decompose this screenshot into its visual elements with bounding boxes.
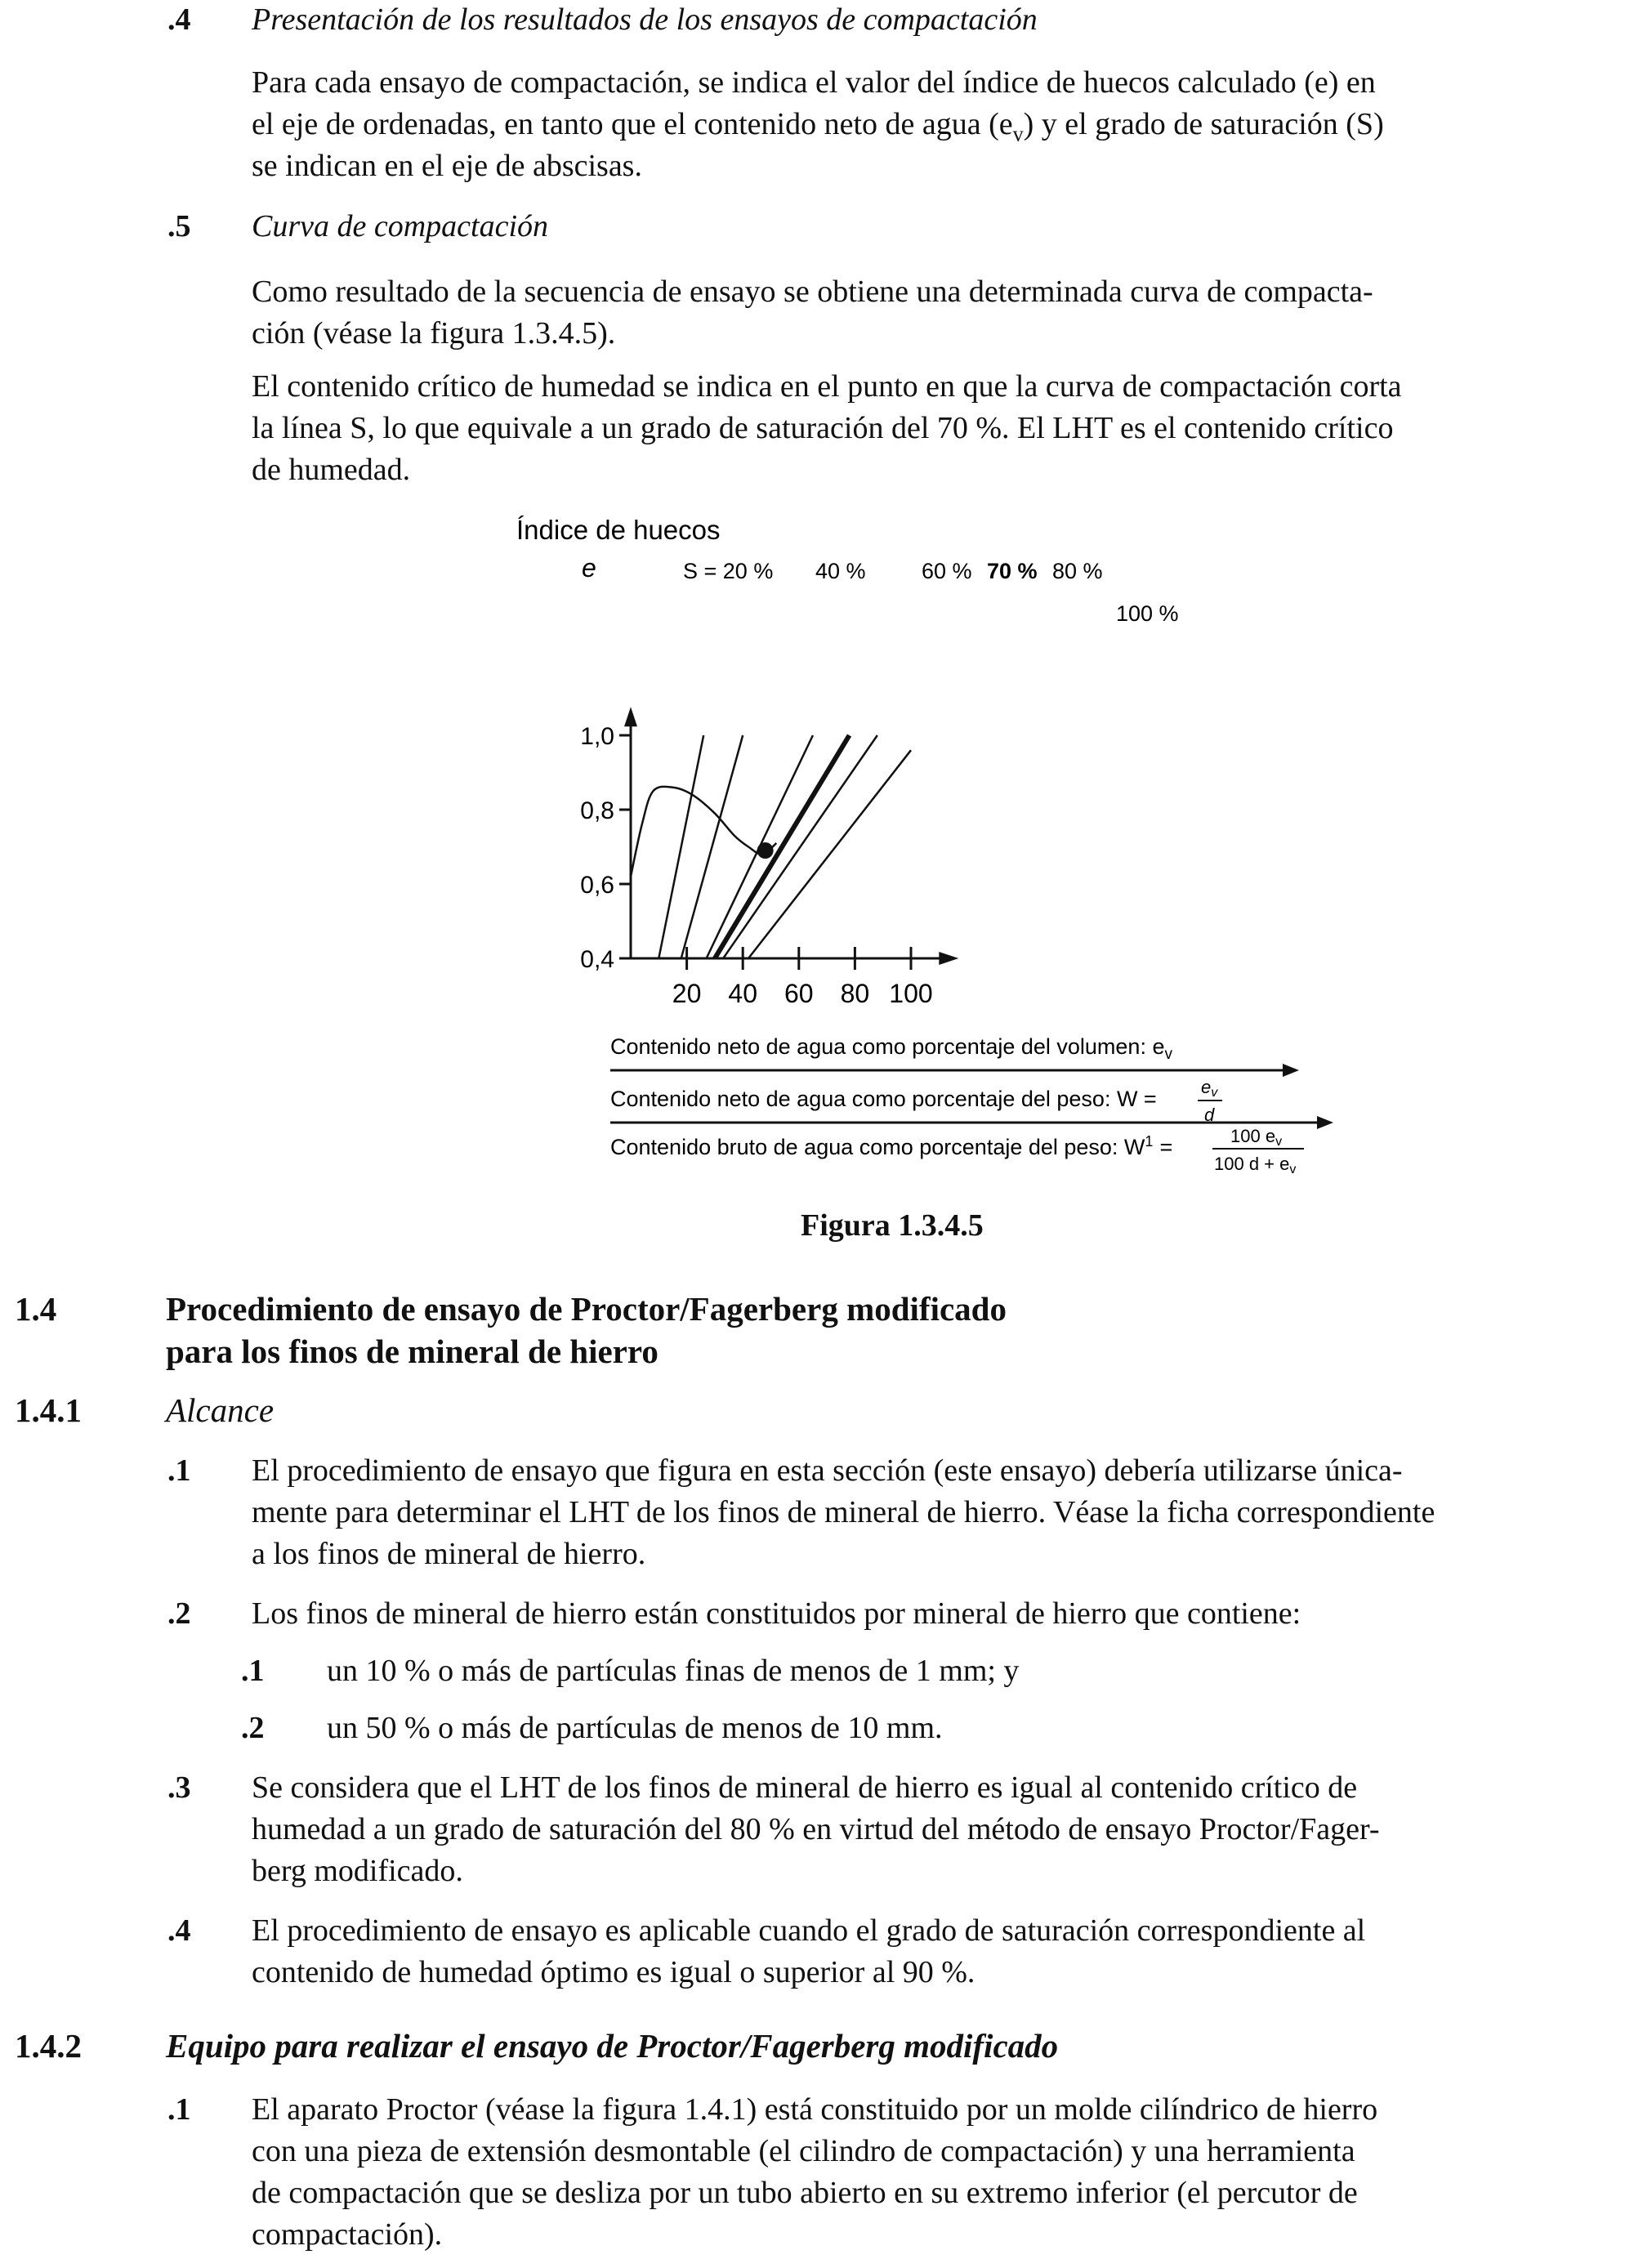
y-tick-label: 0,8 <box>580 797 614 824</box>
section-5-paragraph-1 <box>252 271 1598 355</box>
section-5-title: Curva de compactación <box>252 209 549 243</box>
section-1-4-title-line: para los finos de mineral de hierro <box>166 1333 659 1370</box>
section-5-number: .5 <box>167 209 191 243</box>
section-1-4-2-title: Equipo para realizar el ensayo de Proctor/Fagerberg modificado <box>166 2027 1059 2065</box>
section-5-paragraph-2 <box>252 366 1598 491</box>
section-1-4-1-title: Alcance <box>166 1391 275 1429</box>
text-line: Como resultado de la secuencia de ensayo se obtiene una determinada curva de compacta- <box>252 275 1373 309</box>
saturation-line <box>715 735 850 958</box>
section-4-paragraph <box>252 62 1598 187</box>
s100-label: 100 % <box>1116 601 1179 626</box>
list-item-number: .1 <box>167 2092 191 2127</box>
sub-list-item-number: .1 <box>241 1654 265 1688</box>
x-tick-label: 20 <box>672 979 702 1008</box>
x-tick-label: 100 <box>889 979 933 1008</box>
axis-caption-1: Contenido neto de agua como porcentaje del volumen: $e_v$ <box>610 1034 1172 1063</box>
section-1-4-title-line: Procedimiento de ensayo de Proctor/Fagerberg modificado <box>166 1290 1007 1328</box>
text-line: con una pieza de extensión desmontable (el cilindro de compactación) y una herramienta <box>252 2134 1355 2168</box>
text-line: Para cada ensayo de compactación, se indica el valor del índice de huecos calculado (e) en <box>252 65 1376 100</box>
axis-caption-2-numerator: ev <box>1201 1077 1218 1100</box>
arrow-head <box>1283 1064 1299 1077</box>
sub-list-item-number: .2 <box>241 1711 265 1745</box>
figure-caption: Figura 1.3.4.5 <box>801 1208 984 1243</box>
saturation-line <box>723 735 877 958</box>
text-line: El procedimiento de ensayo que figura en esta sección (este ensayo) debería utilizarse única- <box>252 1453 1403 1488</box>
s70-label: 70 % <box>987 559 1038 583</box>
section-4-number: .4 <box>167 2 191 37</box>
list-item-number: .1 <box>167 1453 191 1488</box>
x-tick-label: 40 <box>728 979 757 1008</box>
s80-label: 80 % <box>1052 559 1103 583</box>
y-axis-symbol: e <box>582 553 596 583</box>
text-line: compactación). <box>252 2217 443 2252</box>
section-1-4-2-number: 1.4.2 <box>15 2027 82 2065</box>
x-tick-label: 60 <box>784 979 814 1008</box>
text-line: un 50 % o más de partículas de menos de 10 mm. <box>327 1711 943 1745</box>
text-line: de compactación que se desliza por un tubo abierto en su extremo inferior (el percutor de <box>252 2176 1358 2210</box>
s60-label: 60 % <box>922 559 972 583</box>
s20-label: S = 20 % <box>683 559 774 583</box>
text-line: un 10 % o más de partículas finas de menos de 1 mm; y <box>327 1654 1020 1688</box>
axis-caption-2-denominator: d <box>1204 1105 1215 1125</box>
section-1-4-number: 1.4 <box>15 1290 57 1328</box>
text-line: ción (véase la figura 1.3.4.5). <box>252 316 616 350</box>
text-line: Los finos de mineral de hierro están constituidos por mineral de hierro que contiene: <box>252 1596 1301 1631</box>
compaction-curve <box>631 787 776 877</box>
text-line: el eje de ordenadas, en tanto que el contenido neto de agua $(e_v)$ y el grado de saturación (S) <box>252 107 1384 146</box>
text-line: humedad a un grado de saturación del 80 % en virtud del método de ensayo Proctor/Fager- <box>252 1812 1380 1846</box>
x-tick-label: 80 <box>840 979 870 1008</box>
section-1-4-2-header <box>15 2025 1567 2067</box>
y-axis-arrow <box>624 707 637 726</box>
y-axis-label: Índice de huecos <box>516 515 721 545</box>
section-4-title: Presentación de los resultados de los ensayos de compactación <box>252 2 1038 37</box>
critical-moisture-point <box>757 842 774 859</box>
text-line: berg modificado. <box>252 1854 463 1888</box>
axis-caption-3-denominator: 100 d + ev <box>1214 1154 1297 1176</box>
section-4-header <box>167 2 1605 44</box>
y-tick-label: 0,4 <box>580 946 614 973</box>
text-line: contenido de humedad óptimo es igual o superior al 90 %. <box>252 1955 975 1989</box>
section-5-header <box>167 208 1605 251</box>
text-line: de humedad. <box>252 453 411 487</box>
text-line: a los finos de mineral de hierro. <box>252 1537 646 1571</box>
axis-caption-2: Contenido neto de agua como porcentaje del peso: W = <box>610 1087 1157 1111</box>
text-line: la línea S, lo que equivale a un grado de saturación del 70 %. El LHT es el contenido crítico <box>252 411 1394 445</box>
saturation-line <box>659 735 703 958</box>
section-1-4-1-number: 1.4.1 <box>15 1391 82 1429</box>
compaction-chart <box>490 507 1356 1193</box>
text-line: mente para determinar el LHT de los finos de mineral de hierro. Véase la ficha correspondiente <box>252 1495 1435 1529</box>
text-line: El aparato Proctor (véase la figura 1.4.1) está constituido por un molde cilíndrico de hierro <box>252 2092 1378 2127</box>
axis-caption-3-numerator: 100 ev <box>1230 1126 1283 1149</box>
list-item-number: .2 <box>167 1596 191 1631</box>
y-tick-label: 1,0 <box>580 723 614 750</box>
text-line: El procedimiento de ensayo es aplicable cuando el grado de saturación correspondiente al <box>252 1913 1366 1948</box>
s40-label: 40 % <box>815 559 866 583</box>
text-line: se indican en el eje de abscisas. <box>252 149 642 183</box>
text-line: Se considera que el LHT de los finos de mineral de hierro es igual al contenido crítico de <box>252 1770 1358 1805</box>
x-axis-arrow <box>939 952 958 965</box>
text-line: El contenido crítico de humedad se indica en el punto en que la curva de compactación corta <box>252 369 1402 404</box>
y-tick-label: 0,6 <box>580 872 614 899</box>
list-item-number: .4 <box>167 1913 191 1948</box>
saturation-line <box>748 750 911 958</box>
arrow-head <box>1317 1116 1333 1129</box>
axis-caption-3: Contenido bruto de agua como porcentaje del peso: $W^1$ = <box>610 1133 1173 1159</box>
section-1-4-1-header <box>15 1389 1485 1431</box>
list-item-number: .3 <box>167 1770 191 1805</box>
